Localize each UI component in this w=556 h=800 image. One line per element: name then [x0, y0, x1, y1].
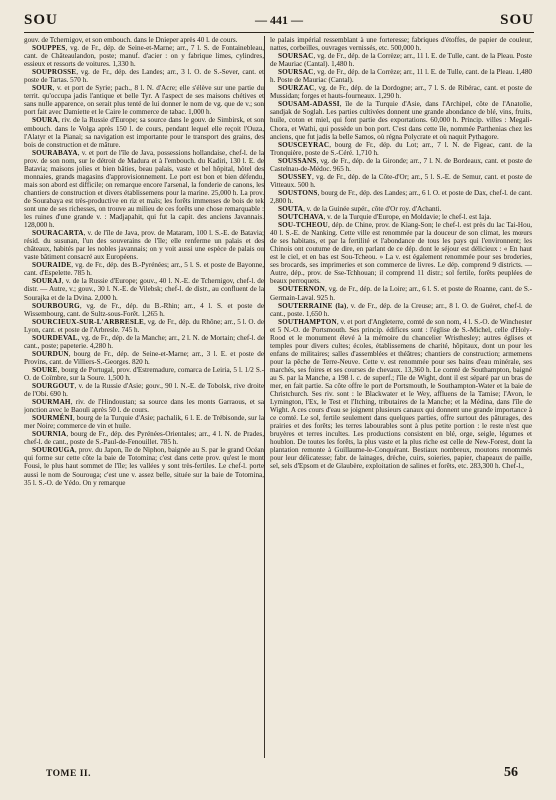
column-divider	[264, 36, 265, 758]
entry-text: , v. et port de Syrie; pach., 8 l. N. d'Acre; elle s'élève sur une partie du territ. qu'occupa jadis l'antique et belle Tyr. A l'aspect de ses maisons chétives et sans nulle apparence, on serait plus tenté de lui donner le nom de vg. que de v.; son port fait avec Damiette et le Caire le commerce de tabac. 1,000 h.	[24, 84, 264, 117]
page-footer	[24, 763, 534, 785]
entry-headword: SOUSSANS	[278, 156, 317, 165]
dictionary-entry	[24, 430, 264, 446]
entry-text: , riv. de l'Hindoustan; sa source dans les monts Garraous, et sa jonction avec le Baouli après 50 l. de cours.	[24, 398, 264, 415]
entry-text: , prov. du Japon, île de Niphon, baignée au S. par le grand Océan qui forme sur cette côte la baie de Totomina; c'est dans cette prov. qu'est le mont Fousi, le plus haut sommet de l'île; les vallées y sont très-fertiles. Le chef-l. porte aussi le nom de Sourouga; c'est une v. assez belle, située sur la baie de Totomina, 35 l. S.-O. de Yédo. On y remarque	[24, 446, 264, 487]
entry-text: , île de la Turquie d'Asie, dans l'Archipel, côte de l'Anatolie, sandjak de Soglah. Les parties cultivées donnent une grande abondance de blé, vins, fruits, huile, coton et miel, qui font partie des exportations. 60,000 h. Princip. villes : Megali-Chora, et Wathi, qui possède un bon port. C'est dans cette île, nommée Parthenias chez les anciens, que fut jadis la belle Samos, où régna Polycrate et où naquit Pythagore.	[270, 100, 532, 141]
entry-text: , v. de Fr., dép. de la Creuse; arr., 8 l. O. de Guéret, chef-l. de cant., poste. 1,650 h.	[270, 301, 532, 318]
dictionary-entry	[270, 84, 532, 100]
dictionary-entry	[270, 318, 532, 471]
dictionary-entry	[24, 382, 264, 398]
entry-text: , bourg de Portugal, prov. d'Estremadure, comarca de Leiria, 5 l. 1/2 S.-O. de Coïmbre, sur la Soure. 1,500 h.	[24, 365, 264, 382]
entry-headword: SOURMÉNI	[32, 414, 73, 423]
entry-headword: SOUSSEY	[278, 172, 312, 181]
dictionary-entry	[24, 149, 264, 229]
entry-text: , bourg de Fr., dép. des Pyrénées-Orientales; arr., 4 l. N. de Prades, chef-l. de cant., poste de S.-Paul-de-Fenouillet. 785 h.	[24, 430, 264, 447]
entry-headword: SOURMAH	[32, 398, 71, 407]
dictionary-entry	[24, 414, 264, 430]
entry-headword: SOURAIDE	[32, 261, 72, 270]
footer-sheet-number: 56	[504, 765, 518, 780]
entry-text: , bourg de Fr., dép. de Seine-et-Marne; arr., 3 l. E. et poste de Provins, cant. de Villiers-S.-Georges. 820 h.	[24, 349, 264, 366]
entry-text: , v. de la Guinée supér., côte d'Or roy. d'Achanti.	[303, 204, 442, 213]
entry-headword: SOURSAC	[278, 68, 314, 77]
entry-text: , bourg de la Turquie d'Asie; pachalik, 6 l. E. de Trébisonde, sur la mer Noire; commerce de vin et huile.	[24, 414, 264, 431]
entry-text: , v. de l'île de Java, prov. de Mataram, 100 l. S.-E. de Batavia; résid. du susunan, l'un des souverains de l'île; elle renferme un palais et des châteaux, habités par les nobles javannais; on y voit aussi une espèce de palais ou vaste bâtiment consacré aux Européens.	[24, 229, 264, 262]
dictionary-entry	[24, 398, 264, 414]
entry-text: , vg. de Fr., dép. du B.-Rhin; arr., 4 l. S. et poste de Wissembourg, cant. de Sultz-sous-Forêt. 1,265 h.	[24, 301, 264, 318]
dictionary-entry	[270, 100, 532, 140]
entry-text: , vg. de Fr., dép. de la Dordogne; arr., 7 l. S. de Ribérac, cant. et poste de Mussidan; forges et hauts-fourneaux. 1,290 h.	[270, 84, 532, 101]
entry-headword: SOUTA	[278, 204, 304, 213]
entry-text: , v. et port d'Angleterre, comté de son nom, 4 l. S.-O. de Winchester et 5 N.-O. de Portsmouth. Ses princip. édifices sont : l'église de S.-Michel, celle d'Holy-Rood et le monument élevé à la mémoire du chancelier Wristhesley; autres églises et temples pour divers cultes; écoles, établissemens de charité, hôpitaux, dont un pour les enfans de militaires; salles d'assemblées et théâtres; chantiers de construction; armemens pour la pêche de Terre-Neuve. Cette v. est renommée pour ses bains d'eau minérale, ses marchés, ses foires et ses courses de chevaux. 13,360 h. Le comté de Southampton, baigné au S. par la Manche, a 198 l. c. de superf.; l'île de Wight, dont il est séparé par un bras de mer, en fait partie. Sa côte offre le port de Portsmouth, le Southampton-Water et la baie de Christchurch. Ses riv. sont : le Blackwater et le Wey, affluens de la Tamise; l'Avon, le Lymington, l'Ex, le Test et l'Itching, tributaires de la Manche; et la Médina, dans l'île de Wight. A ces cours d'eau se joignent plusieurs canaux qui donnent une grande importance à ce comté. Le sol, fertile seulement dans quelques parties, offre surtout des pâturages, des prairies et des forêts; les terres labourables sont à plus petite portion : le reste n'est que bruyères et terres incultes. Les productions consistent en blé, orge, seigle, légumes et houblon. De toutes les forêts, la plus vaste et la plus riche est celle de New-Forest, dont la plantation remonte à Guillaume-le-Conquérant. Bestiaux nombreux, moutons renommés pour leur délicatesse; fabr. de lainages, drèche, cuirs, soieries, papier, chapeaux de paille, sel, sels d'Epsom et de Glaubère, exploitation de salines et forêts, etc. 283,300 h. Chef-l.,	[270, 317, 532, 471]
dictionary-entry	[24, 334, 264, 350]
entry-headword: SOUTERRAINE (la)	[278, 301, 347, 310]
entry-text: , riv. de la Russie d'Europe; sa source dans le gouv. de Simbirsk, et son embouch. dans le Volga après 150 l. de cours, pendant lequel elle reçoit l'Ouza, l'Alatyr et la Pianai; sa navigation est importante pour le transport des grains, des bois de construction et de mâture.	[24, 116, 264, 149]
entry-text: , vg. de Fr., dép. de la Corrèze; arr., 11 l. E. de Tulle, cant. de la Pleau. 1,480 h. Poste de Mauriac (Cantal).	[270, 68, 532, 85]
dictionary-entry	[24, 446, 264, 486]
dictionary-entry	[270, 52, 532, 68]
dictionary-entry	[24, 277, 264, 301]
entry-headword: SOURGOUT	[32, 382, 75, 391]
dictionary-entry	[270, 221, 532, 285]
entry-text: , bourg de Fr., dép. du Lot; arr., 7 l. N. de Figeac, cant. de la Tronquière, poste de S.-Céré. 1,710 h.	[270, 140, 532, 157]
dictionary-entry	[24, 366, 264, 382]
dictionary-entry	[270, 36, 532, 52]
entry-headword: SOUTHAMPTON	[278, 317, 337, 326]
entry-text: , vg. de Fr., dép. de Seine-et-Marne; arr., 7 l. S. de Fontainebleau, cant. de Châteaulandon, poste; manuf. d'acier : on y fabrique limes, cylindres, essieux et ressorts de voitures. 1,330 h.	[24, 44, 264, 69]
dictionary-entry	[270, 285, 532, 301]
dictionary-entry	[24, 68, 264, 84]
entry-text: gouv. de Tchernigov, et son embouch. dans le Dnieper après 40 l. de cours.	[24, 36, 238, 44]
entry-text: , bourg de Fr., dép. des Landes; arr., 6 l. O. et poste de Dax, chef-l. de cant. 2,800 h.	[270, 188, 532, 205]
dictionary-entry	[270, 213, 532, 221]
dictionary-entry	[24, 302, 264, 318]
entry-headword: SOUSTONS	[278, 188, 318, 197]
dictionary-entry	[24, 44, 264, 68]
dictionary-entry	[24, 261, 264, 277]
dictionary-entry	[270, 302, 532, 318]
dictionary-entry	[270, 205, 532, 213]
entry-text: , vg. de Fr., dép. de la Côte-d'Or; arr., 5 l. S.-E. de Semur, cant. et poste de Vitteaux. 500 h.	[270, 172, 532, 189]
header-rule	[24, 32, 534, 33]
entry-headword: SOUTERNON	[278, 285, 326, 294]
entry-headword: SOURE	[32, 365, 58, 374]
entry-text: , v. de la Turquie d'Europe, en Moldavie; le chef-l. est Iaja.	[323, 213, 492, 222]
entry-headword: SOURA	[32, 116, 58, 125]
entry-headword: SOURSAC	[278, 52, 314, 61]
entry-text: , vg. de Fr., dép. de la Loire; arr., 6 l. S. et poste de Roanne, cant. de S.-Germain-Laval. 925 h.	[270, 285, 532, 302]
entry-headword: SOURCIEUX-SUR-L'ARBRESLE	[32, 317, 144, 326]
entry-headword: SOUPPES	[32, 44, 66, 53]
entry-headword: SOURACARTA	[32, 229, 84, 238]
entry-headword: SOUR	[32, 84, 53, 93]
dictionary-entry	[24, 84, 264, 116]
header-page-number: — 441 —	[255, 13, 303, 27]
entry-headword: SOUTCHAVA	[278, 213, 324, 222]
entry-headword: SOURBOURG	[32, 301, 80, 310]
dictionary-entry	[270, 173, 532, 189]
entry-headword: SOU-TCHEOU	[278, 221, 329, 230]
entry-text: le palais impérial ressemblant à une forteresse; fabriques d'étoffes, de papier de couleur, nattes, corbeilles, ouvrages vernissés, etc. 500,000 h.	[270, 36, 532, 53]
running-header	[24, 10, 534, 32]
entry-headword: SOUSAM-ADASSI	[278, 100, 340, 109]
header-left-keyword: SOU	[24, 12, 58, 28]
dictionary-entry	[270, 68, 532, 84]
entry-headword: SOUSCEYRAC	[278, 140, 330, 149]
left-column	[24, 36, 264, 756]
entry-headword: SOURNIA	[32, 430, 67, 439]
entry-text: , v. de la Russie d'Asie; gouv., 90 l. N.-E. de Tobolsk, rive droite de l'Obi. 690 h.	[24, 382, 264, 399]
dictionary-entry	[270, 157, 532, 173]
dictionary-entry	[270, 141, 532, 157]
entry-text: , vg. de Fr., dép. du Rhône; arr., 5 l. O. de Lyon, cant. et poste de l'Arbresle. 745 h.	[24, 317, 264, 334]
entry-headword: SOURAJ	[32, 277, 62, 286]
entry-text: , vg. de Fr., dép. de la Gironde; arr., 7 l. N. de Bordeaux, cant. et poste de Castelnau-de-Médoc. 965 h.	[270, 156, 532, 173]
entry-text: , vg. de Fr., dép. de la Corrèze; arr., 11 l. E. de Tulle, cant. de la Pleau. Poste de Mauriac (Cantal). 1,480 h.	[270, 52, 532, 69]
dictionary-entry	[270, 189, 532, 205]
entry-headword: SOURABAYA	[32, 148, 78, 157]
entry-text: , v. de la Russie d'Europe; gouv., 40 l. N.-E. de Tchernigov, chef-l. de distr. — Autre, v.; gouv., 30 l. N.-E. de Vilebsk; chef-l. de distr., au confluent de la Sourajka et de la Dvina. 2,000 h.	[24, 277, 264, 302]
dictionary-entry	[24, 36, 264, 44]
entry-headword: SOURZAC	[278, 84, 315, 93]
entry-headword: SOURDEVAL	[32, 333, 78, 342]
entry-text: , vg. de Fr., dép. de la Manche; arr., 2 l. N. de Mortain; chef-l. de cant., poste; papeterie. 4,280 h.	[24, 333, 264, 350]
dictionary-entry	[24, 116, 264, 148]
right-column	[270, 36, 532, 756]
dictionary-entry	[24, 229, 264, 261]
entry-headword: SOUPROSSE	[32, 68, 77, 77]
entry-text: , vg. de Fr., dép. des B.-Pyrénées; arr., 5 l. S. et poste de Bayonne, cant. d'Espelette. 785 h.	[24, 261, 264, 278]
entry-headword: SOURDUN	[32, 349, 69, 358]
dictionary-entry	[24, 318, 264, 334]
entry-headword: SOUROUGA	[32, 446, 75, 455]
header-right-keyword: SOU	[500, 12, 534, 28]
footer-volume: TOME II.	[46, 769, 92, 779]
entry-text: , vg. de Fr., dép. des Landes; arr., 3 l. O. de S.-Sever, cant. et poste de Tartas. 570 h.	[24, 68, 264, 85]
entry-text: , dép. de Chine, prov. de Kiang-Son; le chef-l. est près du lac Tai-Hou, 40 l. S.-E. de Nanking. Cette ville est renommée par la douceur de son climat, les mœurs de ses habitans, et par la fertilité et l'abondance de tous les pays qui l'environnent; les Chinois ont coutume de dire, en parlant de ce dép. dont le séjour est délicieux : « En haut est le ciel, et en bas est Sou-Tcheou. » La v. est également renommée pour ses broderies, ses brocards, ses imprimeries et son commerce de livres. Le dép. comprend 9 districts. — Autre, dép., prov. de Sse-Tchhouan; il comprend 11 distr.; sol fertile, forêts peuplées de beaux perroquets.	[270, 221, 532, 286]
entry-text: , v. et port de l'île de Java, possessions hollandaise, chef-l. de la prov. de son nom, sur le détroit de Madura et à l'embouch. du Kadiri, 130 l. E. de Batavia; maisons jolies et bien bâties, beau palais, vaste et bel hôpital, hôtel des monnaies, grands magasins d'approvisionnement. Le port est bon et bien défendu, mais son abord est difficile; on remarque encore l'arsenal, la fonderie de canons, les chantiers de construction et divers établissemens pour la marine. 25,000 h. La prov. de Sourabaya est très-productive en riz et maïs; les forêts immenses de bois de tek sont une de ses richesses, on trouve au milieu de ces forêts une chose remarquable : les ruines d'une grande v. : Madjapahit, qui fut la capit. des anciens Javannais. 128,000 h.	[24, 148, 264, 230]
dictionary-entry	[24, 350, 264, 366]
